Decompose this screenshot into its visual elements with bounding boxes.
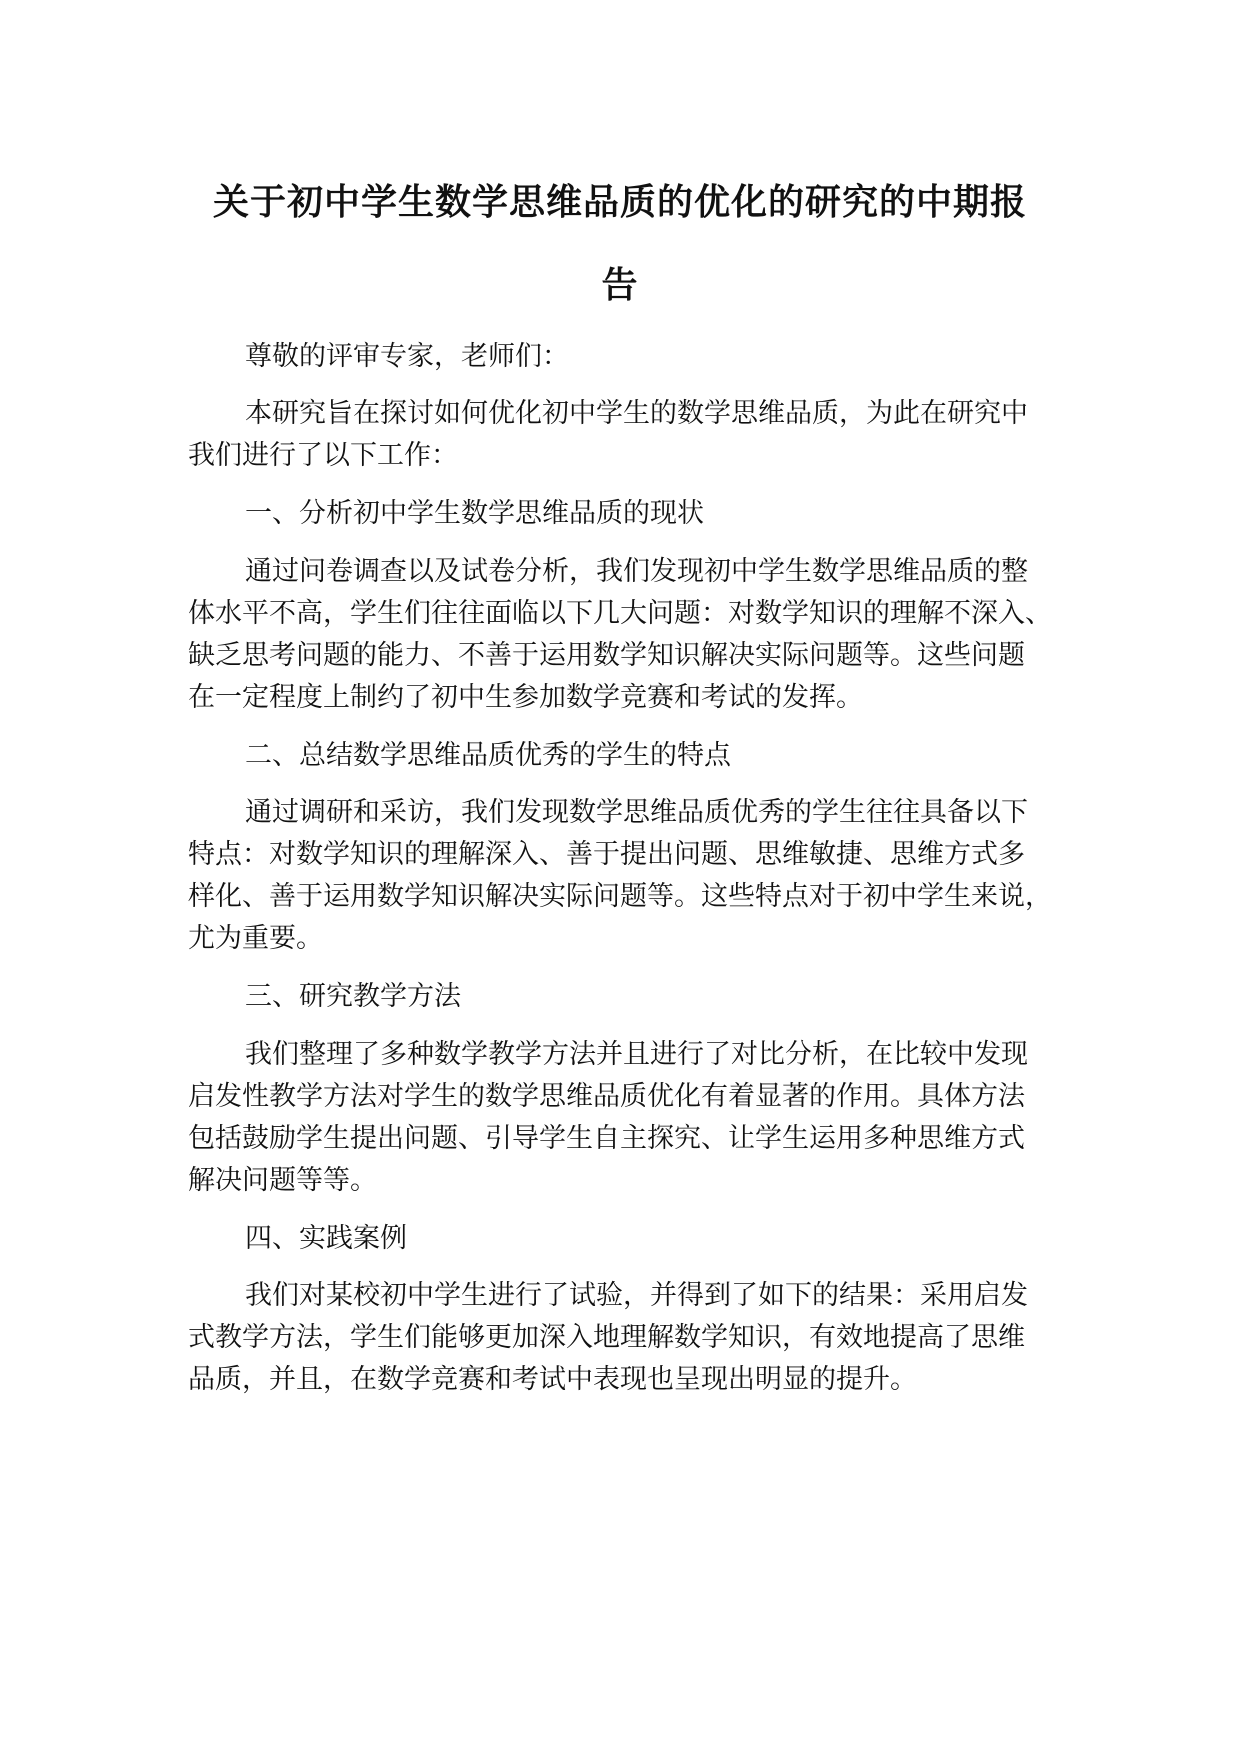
- paragraph-line: 体水平不高，学生们往往面临以下几大问题：对数学知识的理解不深入、: [188, 598, 1052, 629]
- paragraph-line: 我们对某校初中学生进行了试验，并得到了如下的结果：采用启发: [245, 1280, 1028, 1311]
- paragraph-line: 我们进行了以下工作：: [188, 440, 458, 471]
- paragraph-line: 品质，并且，在数学竞赛和考试中表现也呈现出明显的提升。: [188, 1364, 917, 1395]
- paragraph-line: 式教学方法，学生们能够更加深入地理解数学知识，有效地提高了思维: [188, 1322, 1025, 1353]
- paragraph-line: 解决问题等等。: [188, 1165, 377, 1196]
- paragraph-line: 通过调研和采访，我们发现数学思维品质优秀的学生往往具备以下: [245, 797, 1028, 828]
- section-heading: 三、研究教学方法: [245, 981, 461, 1012]
- paragraph-line: 我们整理了多种数学教学方法并且进行了对比分析，在比较中发现: [245, 1039, 1028, 1070]
- section-heading: 二、总结数学思维品质优秀的学生的特点: [245, 740, 731, 771]
- paragraph-line: 本研究旨在探讨如何优化初中学生的数学思维品质，为此在研究中: [245, 398, 1028, 429]
- paragraph-line: 尤为重要。: [188, 923, 323, 954]
- paragraph-line: 样化、善于运用数学知识解决实际问题等。这些特点对于初中学生来说，: [188, 881, 1052, 912]
- paragraph-line: 缺乏思考问题的能力、不善于运用数学知识解决实际问题等。这些问题: [188, 640, 1025, 671]
- paragraph-line: 通过问卷调查以及试卷分析，我们发现初中学生数学思维品质的整: [245, 556, 1028, 587]
- paragraph-line: 启发性教学方法对学生的数学思维品质优化有着显著的作用。具体方法: [188, 1081, 1025, 1112]
- section-heading: 四、实践案例: [245, 1223, 407, 1254]
- document-title-line-2: 告: [601, 265, 639, 306]
- paragraph-line: 特点：对数学知识的理解深入、善于提出问题、思维敏捷、思维方式多: [188, 839, 1025, 870]
- paragraph-line: 包括鼓励学生提出问题、引导学生自主探究、让学生运用多种思维方式: [188, 1123, 1025, 1154]
- document-title-line-1: 关于初中学生数学思维品质的优化的研究的中期报: [212, 182, 1027, 223]
- section-heading: 一、分析初中学生数学思维品质的现状: [245, 498, 704, 529]
- salutation: 尊敬的评审专家，老师们：: [245, 341, 569, 372]
- paragraph-line: 在一定程度上制约了初中生参加数学竞赛和考试的发挥。: [188, 682, 863, 713]
